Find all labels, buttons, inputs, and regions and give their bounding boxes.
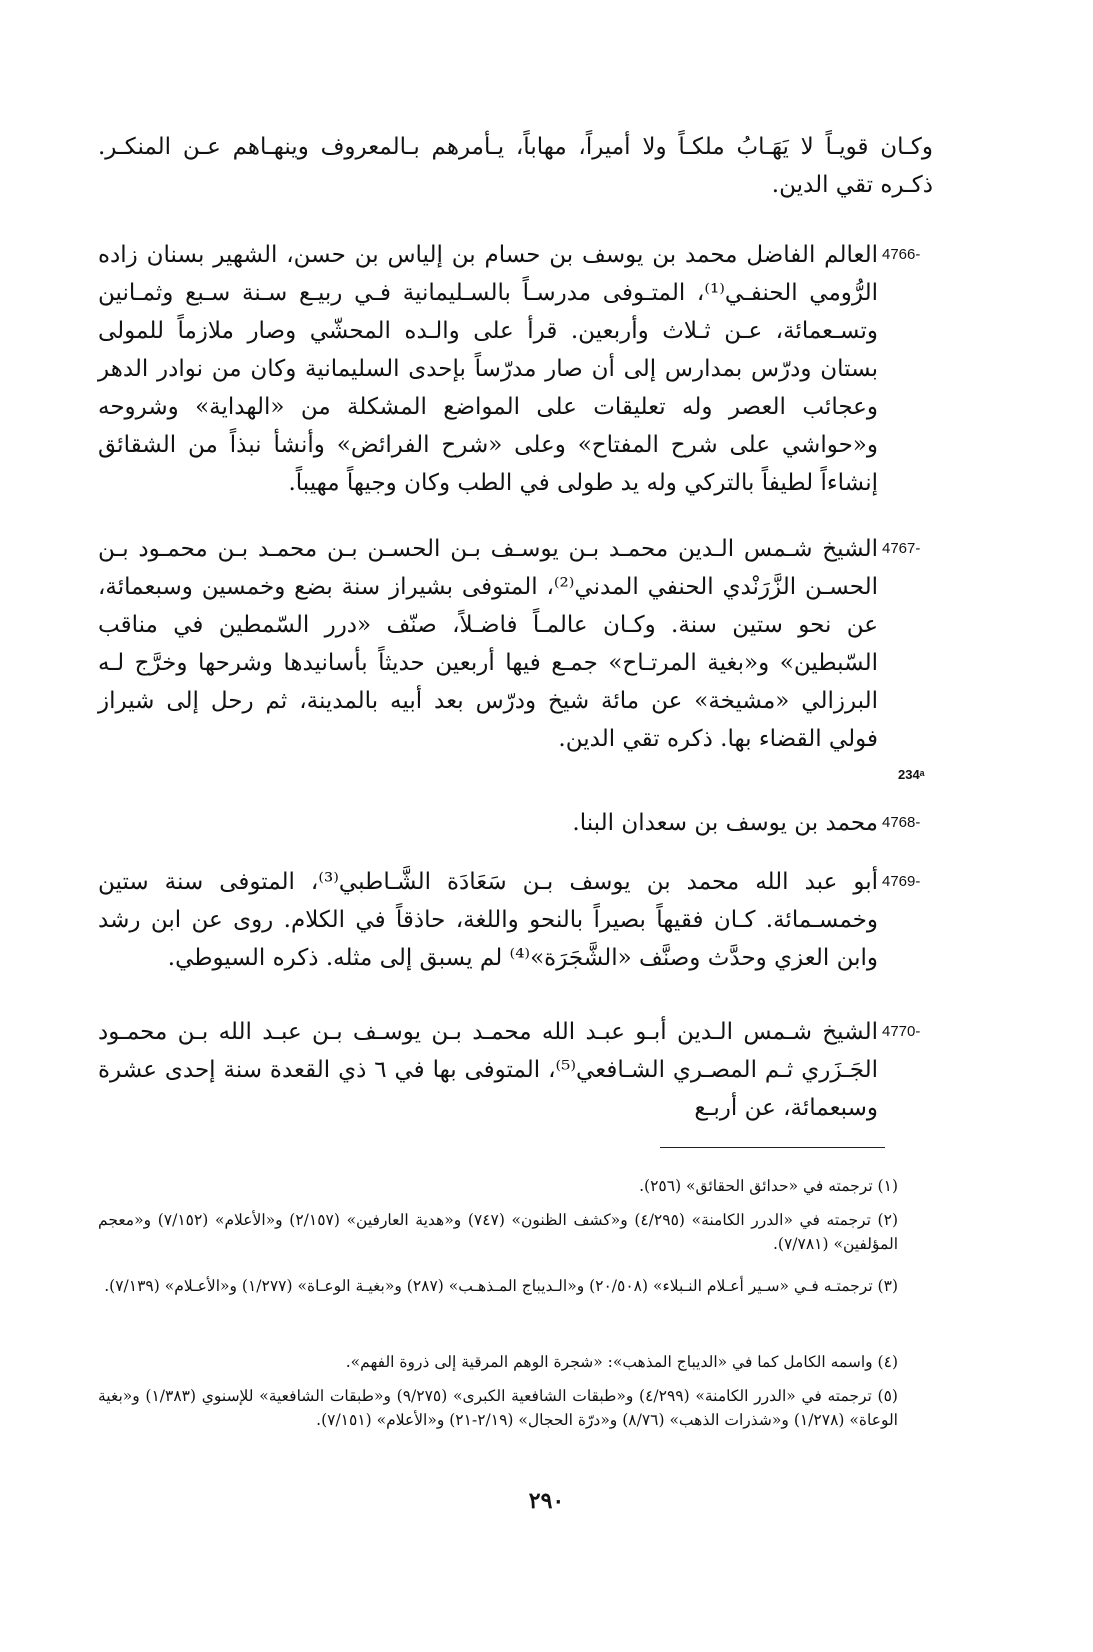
entry-text: الشيخ شـمس الـدين أبـو عبـد الله محمـد بـن يوسـف بـن عبـد الله بـن محمـود الجَـزَري ثـم المصـري الشـافعي⁽⁵⁾، المتوفى بها في ٦ ذي القعدة سنة إحدى عشرة وسبعمائة، عن أربـع xyxy=(98,1019,878,1121)
footnote: (١) ترجمته في «حدائق الحقائق» (٢٥٦). xyxy=(639,1177,898,1195)
footnote: (٤) واسمه الكامل كما في «الديباج المذهب»: «شجرة الوهم المرقية إلى ذروة الفهم». xyxy=(345,1353,898,1371)
footnote: (٥) ترجمته في «الدرر الكامنة» (٤/٢٩٩) و«طبقات الشافعية الكبرى» (٩/٢٧٥) و«طبقات الشافعية» للإسنوي (١/٣٨٣) و«بغية الوعاة» (١/٢٧٨) و«شذرات الذهب» (٨/٧٦) و«درّة الحجال» (٢/١٩-٢١) و«الأعلام» (٧/١٥١). xyxy=(98,1387,898,1429)
footnote: (٢) ترجمته في «الدرر الكامنة» (٤/٢٩٥) و«كشف الظنون» (٧٤٧) و«هدية العارفين» (٢/١٥٧) و«الأعلام» (٧/١٥٢) و«معجم المؤلفين» (٧/٧٨١). xyxy=(98,1211,898,1253)
entry-text: الشيخ شـمس الـدين محمـد بـن يوسـف بـن الحسـن بـن محمـد بـن محمـود بـن الحسـن الزَّرَنْدي الحنفي المدني⁽²⁾، المتوفى بشيراز سنة بضع وخمسين وسبعمائة، عن نحو ستين سنة. وكـان عالمـاً فاضـلاً، صنّف «درر السّمطين في مناقب السّبطين» و«بغية المرتـاح» جمـع فيها أربعين حديثاً بأسانيدها وشرحها وخرَّج لـه البرزالي «مشيخة» عن مائة شيخ ودرّس بعد أبيه بالمدينة، ثم رحل إلى شيراز فولي القضاء بها. ذكره تقي الدين. xyxy=(98,536,879,752)
page-number: ٢٩٠ xyxy=(528,1488,565,1514)
entry-number: 4770- xyxy=(882,1023,921,1040)
entry-number: 4767- xyxy=(882,540,921,557)
entry-text: أبو عبد الله محمد بن يوسف بـن سَعَادَة الشَّـاطبي⁽³⁾، المتوفى سنة ستين وخمسـمائة. كـان فقيهاً بصيراً بالنحو واللغة، حاذقاً في الكلام. روى عن ابن رشد وابن العزي وحدَّث وصنَّف «الشَّجَرَة»⁽⁴⁾ لم يسبق إلى مثله. ذكره السيوطي. xyxy=(98,869,878,971)
footnote: (٣) ترجمتـه فـي «سـير أعـلام النـبلاء» (٢٠/٥٠٨) و«الـديباج المـذهـب» (٢٨٧) و«بغيـة الوعـاة» (١/٢٧٧) و«الأعـلام» (٧/١٣٩). xyxy=(104,1277,898,1295)
entry-number: 4766- xyxy=(882,246,921,263)
entry-number: 4769- xyxy=(882,873,921,890)
entry-number: 4768- xyxy=(882,814,921,831)
manuscript-folio-marker: 234ᵃ xyxy=(898,767,925,782)
entry-text: محمد بن يوسف بن سعدان البنا. xyxy=(572,810,878,836)
entry-text: العالم الفاضل محمد بن يوسف بن حسام بن إلياس بن حسن، الشهير بسنان زاده الرُّومي الحنفـي⁽¹⁾، المتـوفى مدرسـاً بالسـليمانية فـي ربيـع سـنة سـبع وثمـانين وتسـعمائة، عـن ثـلاث وأربعين. قرأ على والـده المحشّي وصار ملازماً للمولى بستان ودرّس بمدارس إلى أن صار مدرّساً بإحدى السليمانية وكان من نوادر الدهر وعجائب العصر وله تعليقات على المواضع المشكلة من «الهداية» وشروحه و«حواشي على شرح المفتاح» وعلى «شرح الفرائض» وأنشأ نبذاً من الشقائق إنشاءاً لطيفاً بالتركي وله يد طولى في الطب وكان وجيهاً مهيباً. xyxy=(98,242,878,496)
intro-paragraph: وكـان قويـاً لا يَهَـابُ ملكـاً ولا أميراً، مهاباً، يـأمرهم بـالمعروف وينهـاهم عـن المنكـر. ذكـره تقي الدين. xyxy=(98,134,933,198)
footnote-separator xyxy=(660,1147,885,1148)
